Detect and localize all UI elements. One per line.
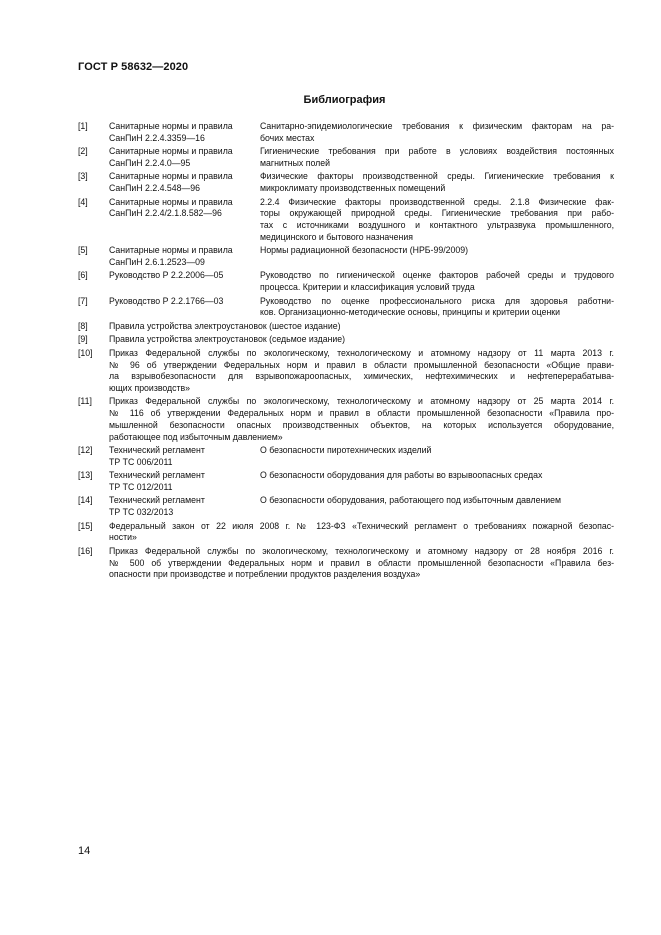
bibliography-entry (78, 121, 614, 144)
entry-description (260, 270, 614, 293)
entry-source (109, 470, 260, 493)
entry-text-line: № 116 об утверждении Федеральных норм и правил в области промышленной безопасности «Правила про- (109, 408, 614, 419)
entry-text-line: № 500 об утверждении Федеральных норм и правил в области промышленной безопасности «Правила без- (109, 557, 614, 568)
entry-text-line: Приказ Федеральной службы по экологическому, технологическому и атомному надзору от 25 марта 2014 г. (109, 396, 614, 407)
bibliography-entry (78, 495, 614, 518)
entry-source-line: Санитарные нормы и правила (109, 196, 233, 207)
entry-number: [4] (78, 196, 88, 207)
entry-description (260, 146, 614, 169)
entry-text (109, 546, 614, 581)
entry-description-line: Физические факторы производственной среды. Гигиенические требования к (260, 171, 614, 182)
bibliography-entry (78, 396, 614, 443)
entry-text-line: Приказ Федеральной службы по экологическому, технологическому и атомному надзору от 11 марта 2013 г. (109, 347, 614, 358)
entry-description (260, 245, 614, 268)
entry-description (260, 197, 614, 244)
entry-description-line: медицинского и бытового назначения (260, 231, 413, 242)
entry-text-line: ности» (109, 532, 137, 543)
entry-text-line: ла взрывобезопасности для взрывопожароопасных, химических, нефтехимических и нефтеперерабатыва- (109, 371, 614, 382)
entry-description (260, 470, 614, 493)
entry-description-line: 2.2.4 Физические факторы производственной среды. 2.1.8 Физические фак- (260, 196, 614, 207)
entry-source (109, 495, 260, 518)
entry-description-line: Руководство по оценке профессионального риска для здоровья работни- (260, 295, 614, 306)
entry-number: [15] (78, 520, 93, 531)
entry-source-line: ТР ТС 032/2013 (109, 507, 174, 518)
entry-text-line: Правила устройства электроустановок (седьмое издание) (109, 334, 346, 345)
entry-text-line: мышленной безопасности опасных производственных объектов, на которых используется оборудование, (109, 419, 614, 430)
entry-source-line: Технический регламент (109, 445, 205, 456)
entry-description-line: Гигиенические требования при работе в условиях воздействия постоянных (260, 146, 614, 157)
entry-number: [1] (78, 121, 88, 131)
entry-number: [6] (78, 270, 88, 281)
entry-number: [7] (78, 295, 88, 306)
bibliography-entry (78, 348, 614, 395)
entry-source (109, 121, 260, 144)
entry-number: [14] (78, 495, 93, 506)
entry-text (109, 521, 614, 544)
entry-source-line: Технический регламент (109, 495, 205, 506)
bibliography-entry (78, 171, 614, 194)
entry-source (109, 171, 260, 194)
entry-description-line: О безопасности оборудования, работающего под избыточным давлением (260, 495, 562, 506)
entry-text-line: Федеральный закон от 22 июля 2008 г. № 123-ФЗ «Технический регламент о требованиях пожарной безопас- (109, 520, 614, 531)
bibliography-entry (78, 270, 614, 293)
bibliography-entry (78, 445, 614, 468)
entry-number: [9] (78, 334, 88, 345)
entry-number: [5] (78, 245, 88, 256)
entry-source-line: СанПиН 2.2.4/2.1.8.582—96 (109, 208, 222, 219)
section-title-text: Библиография (303, 94, 386, 106)
entry-description-line: бочих местах (260, 132, 315, 143)
entry-description (260, 445, 614, 468)
entry-description (260, 495, 614, 518)
entry-text-line: Приказ Федеральной службы по экологическому, технологическому и атомному надзору от 28 ноября 2016 г. (109, 545, 614, 556)
entry-text (109, 348, 614, 395)
page-number: 14 (78, 845, 91, 857)
entry-text-line: работающее под избыточным давлением» (109, 431, 283, 442)
entry-description-line: тах с источниками воздушного и контактного ультразвука промышленного, (260, 220, 614, 231)
entry-description (260, 296, 614, 319)
entry-description-line: Руководство по гигиенической оценке факторов рабочей среды и трудового (260, 270, 614, 281)
entry-source (109, 146, 260, 169)
entry-description-line: ков. Организационно-методические основы, принципы и критерии оценки (260, 307, 560, 318)
entry-number: [13] (78, 470, 93, 481)
document-code: ГОСТ Р 58632—2020 (78, 61, 189, 73)
entry-number: [2] (78, 146, 88, 157)
bibliography-entry (78, 334, 614, 346)
entry-description-line: Нормы радиационной безопасности (НРБ-99/2009) (260, 245, 469, 256)
entry-source-line: ТР ТС 006/2011 (109, 456, 173, 467)
entry-source (109, 296, 260, 319)
entry-source-line: Санитарные нормы и правила (109, 245, 233, 256)
entry-source-line: СанПиН 2.6.1.2523—09 (109, 256, 205, 267)
entry-source-line: Санитарные нормы и правила (109, 121, 233, 131)
entry-description-line: Санитарно-эпидемиологические требования к физическим факторам на ра- (260, 121, 614, 131)
entry-description-line: торы окружающей природной среды. Гигиенические требования при рабо- (260, 208, 614, 219)
entry-source-line: ТР ТС 012/2011 (109, 481, 173, 492)
entry-text-line: опасности при производстве и потреблении продуктов разделения воздуха» (109, 569, 421, 580)
entry-description-line: О безопасности пиротехнических изделий (260, 445, 432, 456)
entry-source (109, 245, 260, 268)
entry-source-line: Санитарные нормы и правила (109, 171, 233, 182)
bibliography-entry (78, 470, 614, 493)
entry-description-line: магнитных полей (260, 157, 330, 168)
entry-source-line: СанПиН 2.2.4.0—95 (109, 157, 191, 168)
entry-text-line: Правила устройства электроустановок (шестое издание) (109, 320, 341, 331)
bibliography-list (78, 121, 614, 583)
entry-text (109, 321, 614, 333)
bibliography-entry (78, 546, 614, 581)
entry-number: [3] (78, 171, 88, 182)
entry-source-line: Санитарные нормы и правила (109, 146, 233, 157)
bibliography-entry (78, 296, 614, 319)
bibliography-entry (78, 245, 614, 268)
entry-source (109, 270, 260, 293)
entry-description (260, 121, 614, 144)
entry-source-line: СанПиН 2.2.4.3359—16 (109, 132, 205, 143)
entry-number: [12] (78, 445, 93, 456)
entry-source-line: СанПиН 2.2.4.548—96 (109, 183, 201, 194)
entry-number: [11] (78, 396, 92, 407)
entry-number: [8] (78, 320, 88, 331)
bibliography-entry (78, 146, 614, 169)
entry-source (109, 197, 260, 244)
bibliography-entry (78, 521, 614, 544)
entry-text-line: ющих производств» (109, 382, 191, 393)
entry-text-line: № 96 об утверждении Федеральных норм и правил в области промышленной безопасности «Общие прави- (109, 359, 614, 370)
section-title (0, 94, 661, 106)
bibliography-entry (78, 197, 614, 244)
bibliography-entry (78, 321, 614, 333)
entry-number: [16] (78, 545, 93, 556)
entry-source-line: Руководство Р 2.2.1766—03 (109, 295, 224, 306)
entry-source-line: Руководство Р 2.2.2006—05 (109, 270, 224, 281)
entry-text (109, 396, 614, 443)
entry-description-line: О безопасности оборудования для работы во взрывоопасных средах (260, 470, 543, 481)
entry-source-line: Технический регламент (109, 470, 205, 481)
entry-description-line: процесса. Критерии и классификация условий труда (260, 282, 475, 293)
entry-source (109, 445, 260, 468)
entry-description-line: микроклимату производственных помещений (260, 183, 446, 194)
entry-text (109, 334, 614, 346)
entry-description (260, 171, 614, 194)
entry-number: [10] (78, 347, 93, 358)
